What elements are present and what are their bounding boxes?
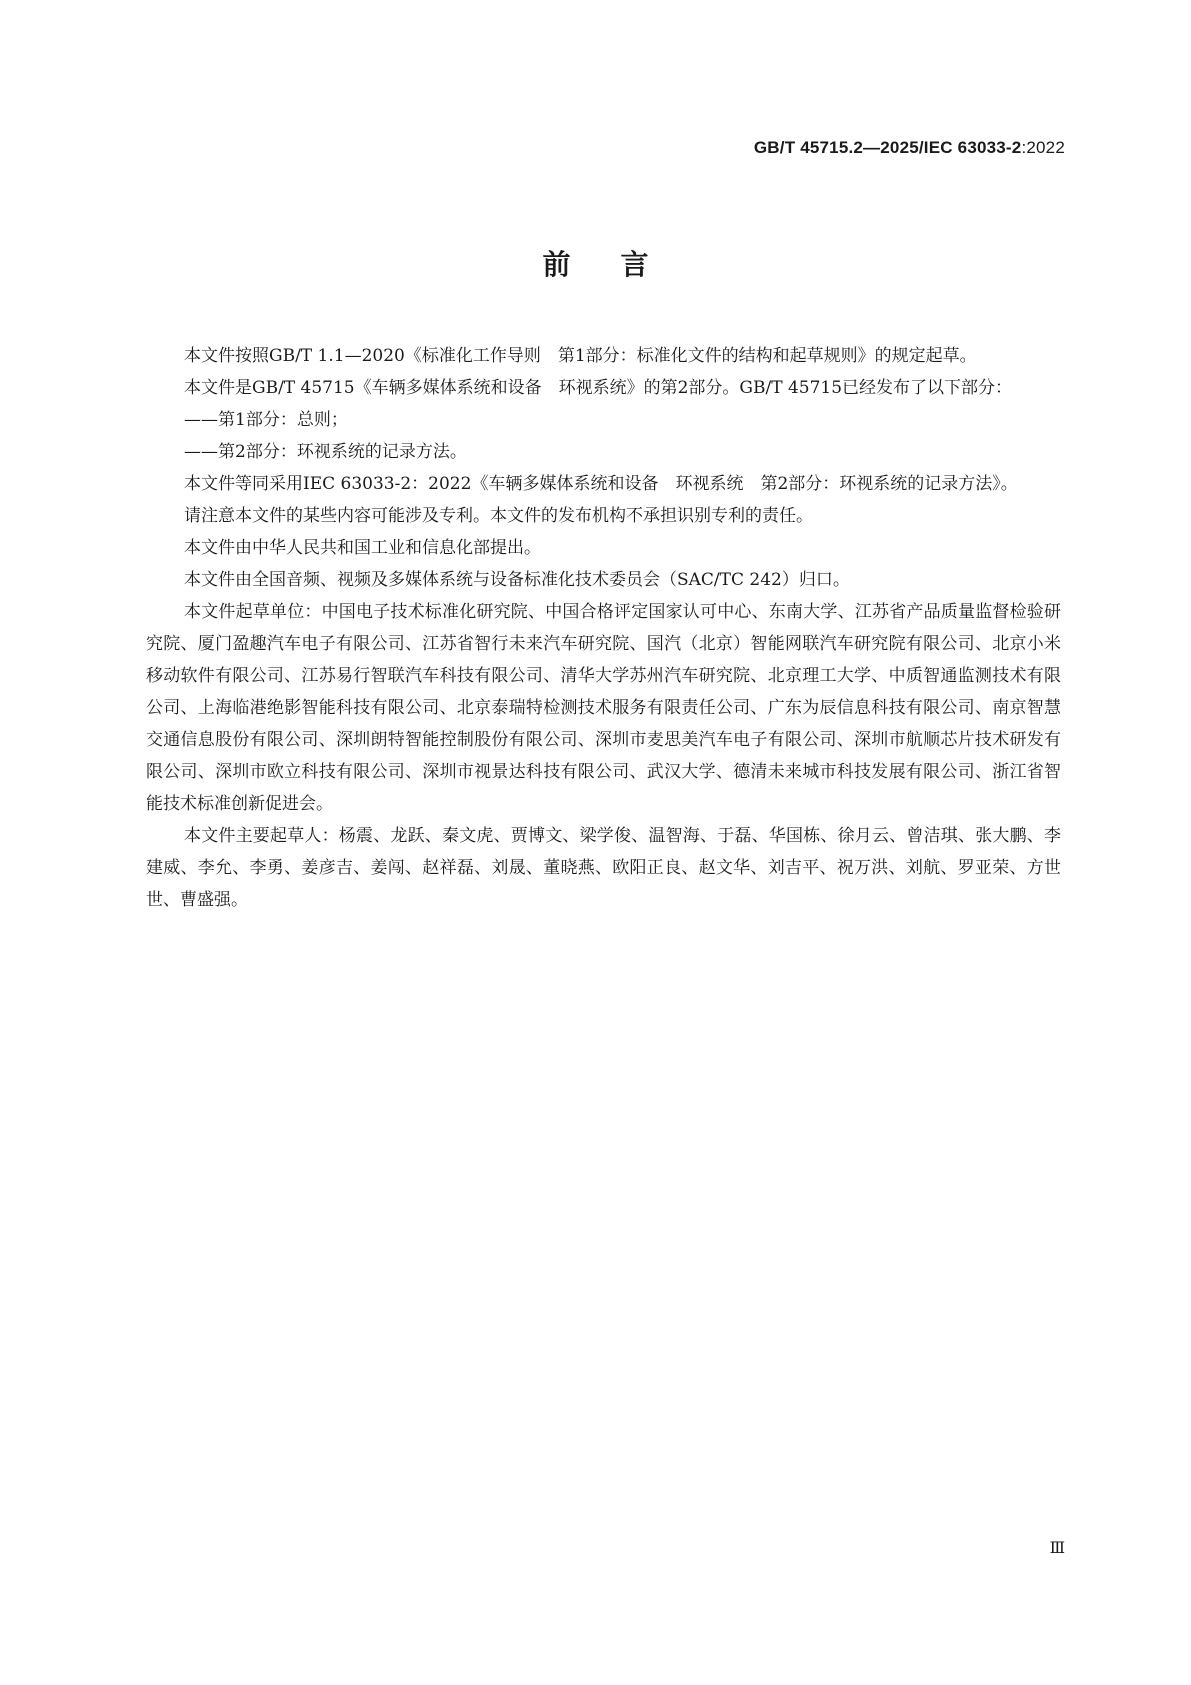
paragraph-committee: 本文件由全国音频、视频及多媒体系统与设备标准化技术委员会（SAC/TC 242）归口。: [184, 570, 850, 590]
paragraph-proposer: 本文件由中华人民共和国工业和信息化部提出。: [184, 538, 541, 558]
list-item-part-1: ——第1部分：总则；: [184, 410, 348, 430]
standard-code: GB/T 45715.2—2025/IEC 63033-2: [753, 138, 1022, 157]
page-number: Ⅲ: [1049, 1538, 1065, 1557]
paragraph-drafting-units: 本文件起草单位：中国电子技术标准化研究院、中国合格评定国家认可中心、东南大学、江苏省产品质量监督检验研究院、厦门盈趣汽车电子有限公司、江苏省智行未来汽车研究院、国汽（北京）智能网联汽车研究院有限公司、北京小米移动软件有限公司、江苏易行智联汽车科技有限公司、清华大学苏州汽车研究院、北京理工大学、中质智通监测技术有限公司、上海临港绝影智能科技有限公司、北京泰瑞特检测技术服务有限责任公司、广东为辰信息科技有限公司、南京智慧交通信息股份有限公司、深圳朗特智能控制股份有限公司、深圳市麦思美汽车电子有限公司、深圳市航顺芯片技术研发有限公司、深圳市欧立科技有限公司、深圳市视景达科技有限公司、武汉大学、德清未来城市科技发展有限公司、浙江省智能技术标准创新促进会。: [146, 602, 1061, 814]
standard-header: [754, 138, 1065, 158]
paragraph-iec-adoption: 本文件等同采用IEC 63033-2：2022《车辆多媒体系统和设备 环视系统 第2部分：环视系统的记录方法》。: [184, 474, 1018, 494]
paragraph-drafters: 本文件主要起草人：杨震、龙跃、秦文虎、贾博文、梁学俊、温智海、于磊、华国栋、徐月云、曾洁琪、张大鹏、李建威、李允、李勇、姜彦吉、姜闯、赵祥磊、刘晟、董晓燕、欧阳正良、赵文华、刘吉平、祝万洪、刘航、罗亚荣、方世世、曹盛强。: [146, 826, 1061, 910]
paragraph-patent-notice: 请注意本文件的某些内容可能涉及专利。本文件的发布机构不承担识别专利的责任。: [184, 506, 813, 526]
standard-year: :2022: [1021, 138, 1065, 157]
list-item-part-2: ——第2部分：环视系统的记录方法。: [184, 442, 467, 462]
paragraph-drafting-rules: 本文件按照GB/T 1.1—2020《标准化工作导则 第1部分：标准化文件的结构和起草规则》的规定起草。: [184, 346, 977, 366]
foreword-body: [146, 340, 1061, 916]
paragraph-series-intro: 本文件是GB/T 45715《车辆多媒体系统和设备 环视系统》的第2部分。GB/T 45715已经发布了以下部分：: [184, 378, 1013, 398]
page-title: 前言: [542, 248, 699, 281]
